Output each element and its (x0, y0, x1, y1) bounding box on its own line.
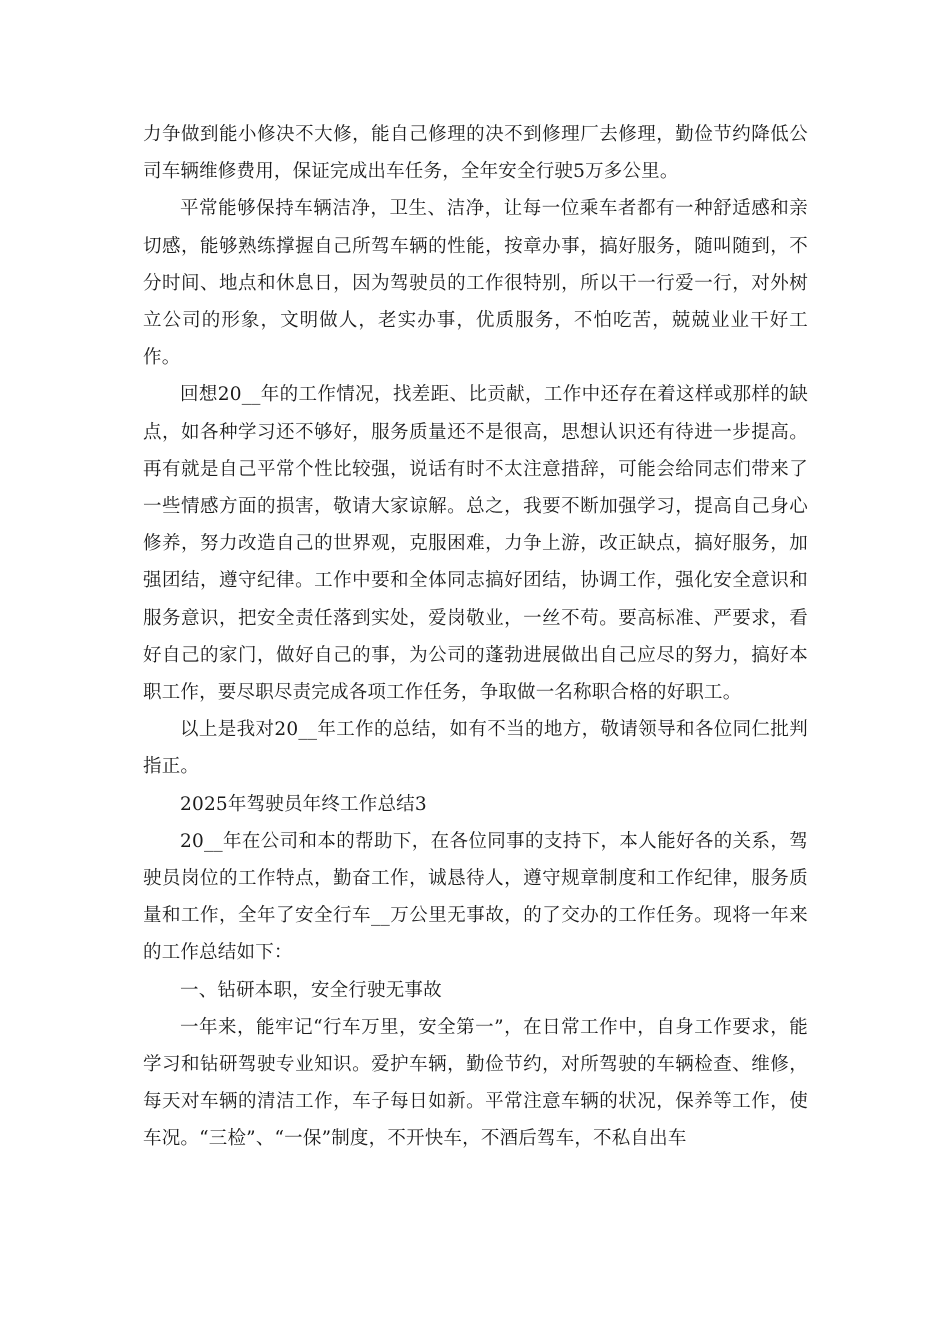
paragraph-vehicle-care: 平常能够保持车辆洁净，卫生、洁净，让每一位乘车者都有一种舒适感和亲切感，能够熟练撑握自己所驾车辆的性能，按章办事，搞好服务，随叫随到，不分时间、地点和休息日，因为驾驶员的工作很特别，所以干一行爱一行，对外树立公司的形象，文明做人，老实办事，优质服务，不怕吃苦，兢兢业业干好工作。 (143, 198, 808, 369)
subsection-heading: 一、钻研本职，安全行驶无事故 (180, 979, 442, 1001)
paragraph-reflection: 回想20__年的工作情况，找差距、比贡献，工作中还存在着这样或那样的缺点，如各种学习还不够好，服务质量还不是很高，思想认识还有待进一步提高。再有就是自己平常个性比较强，说话有时不太注意措辞，可能会给同志们带来了一些情感方面的损害，敬请大家谅解。总之，我要不断加强学习，提高自己身心修养，努力改造自己的世界观，克服困难，力争上游，改正缺点，搞好服务，加强团结，遵守纪律。工作中要和全体同志搞好团结，协调工作，强化安全意识和服务意识，把安全责任落到实处，爱岗敬业，一丝不苟。要高标准、严要求，看好自己的家门，做好自己的事，为公司的蓬勃进展做出自己应尽的努力，搞好本职工作，要尽职尽责完成各项工作任务，争取做一名称职合格的好职工。 (143, 384, 808, 704)
paragraph-intro: 20__年在公司和本的帮助下，在各位同事的支持下，本人能好各的关系，驾驶员岗位的工作特点，勤奋工作，诚恳待人，遵守规章制度和工作纪律，服务质量和工作，全年了安全行车__万公里无事故，的了交办的工作任务。现将一年来的工作总结如下： (143, 830, 808, 964)
paragraph-closing: 以上是我对20__年工作的总结，如有不当的地方，敬请领导和各位同仁批判指正。 (143, 719, 808, 778)
paragraph-safety: 一年来，能牢记“行车万里，安全第一”，在日常工作中，自身工作要求，能学习和钻研驾驶专业知识。爱护车辆，勤俭节约，对所驾驶的车辆检查、维修，每天对车辆的清洁工作，车子每日如新。平常注意车辆的状况，保养等工作，使车况。“三检”、“一保”制度，不开快车，不酒后驾车，不私自出车 (143, 1016, 808, 1150)
document-body (143, 116, 808, 1158)
paragraph-continuation: 力争做到能小修决不大修，能自己修理的决不到修理厂去修理，勤俭节约降低公司车辆维修费用，保证完成出车任务，全年安全行驶5万多公里。 (143, 124, 808, 183)
section-title: 2025年驾驶员年终工作总结3 (180, 793, 427, 815)
